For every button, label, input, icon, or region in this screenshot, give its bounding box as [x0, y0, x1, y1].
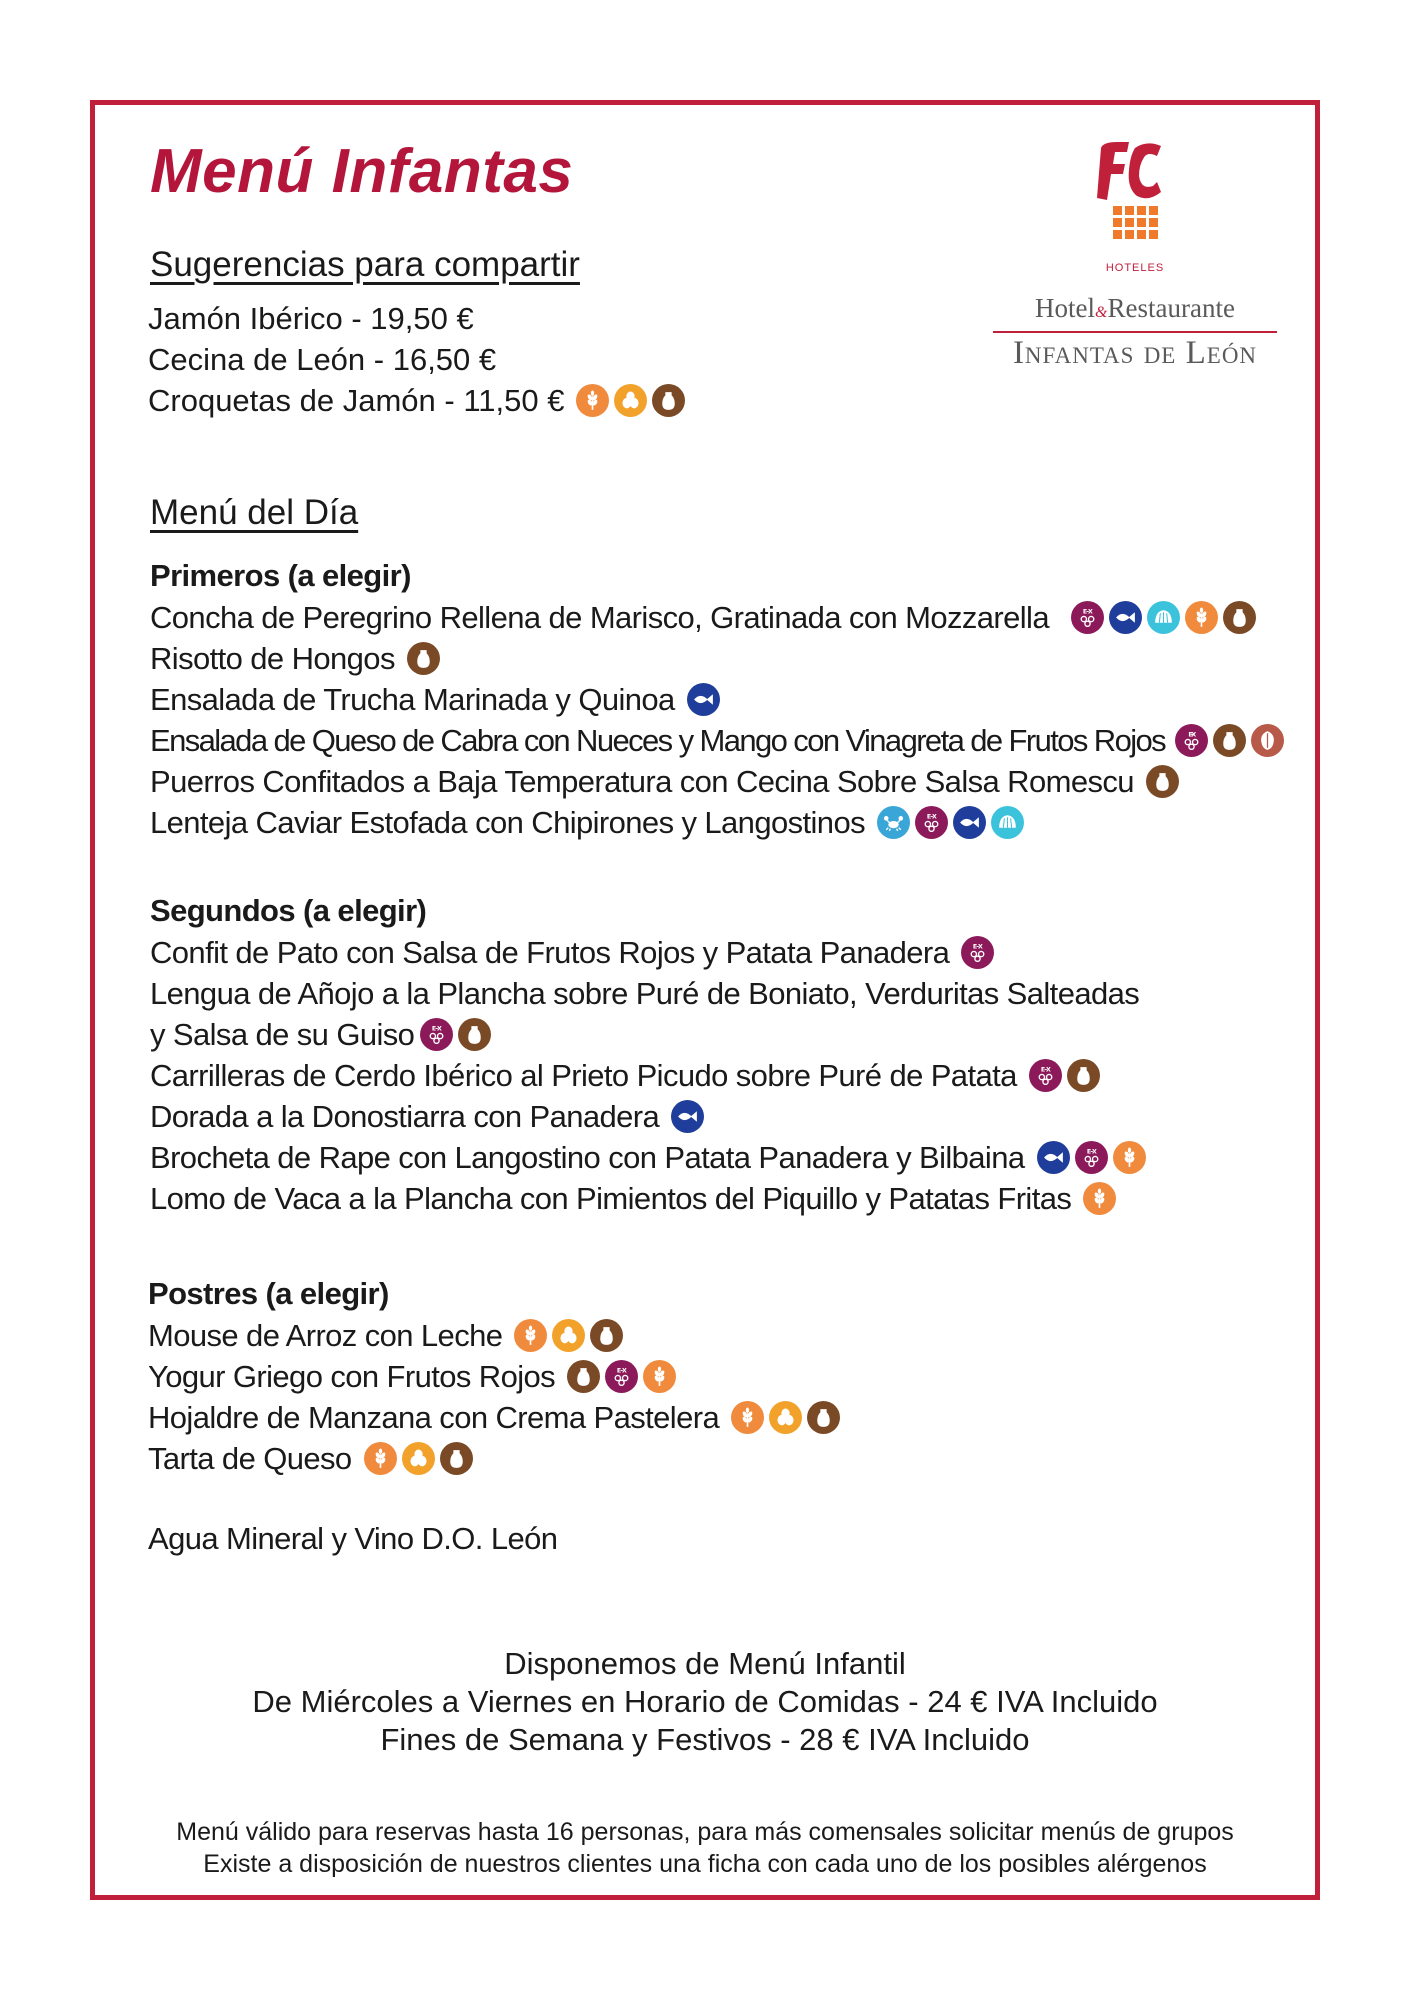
info-line-1: Disponemos de Menú Infantil — [504, 1646, 906, 1681]
milk-jug-icon — [1067, 1059, 1100, 1092]
svg-text:E-X: E-X — [1188, 731, 1195, 739]
list-item: Ensalada de Queso de Cabra con Nueces y Mango con Vinagreta de Frutos Rojos E-X — [150, 720, 1284, 761]
list-item: Yogur Griego con Frutos Rojos E-X — [148, 1356, 840, 1397]
list-item: Ensalada de Trucha Marinada y Quinoa — [150, 679, 1284, 720]
list-item: Confit de Pato con Salsa de Frutos Rojos y Patata Panadera E-X — [150, 932, 1146, 973]
list-item: Brocheta de Rape con Langostino con Patata Panadera y Bilbaina E-X — [150, 1137, 1146, 1178]
list-item: Mouse de Arroz con Leche — [148, 1315, 840, 1356]
wheat-icon — [576, 384, 609, 417]
list-item: Puerros Confitados a Baja Temperatura con Cecina Sobre Salsa Romescu — [150, 761, 1284, 802]
allergen-icons — [731, 1401, 840, 1434]
shell-icon — [1147, 601, 1180, 634]
list-item: Jamón Ibérico - 19,50 € — [148, 301, 474, 336]
sulphites-icon — [1029, 1059, 1062, 1092]
svg-text:E-X: E-X — [1086, 1148, 1096, 1156]
fish-icon — [953, 806, 986, 839]
allergen-icons — [1029, 1059, 1100, 1092]
milk-jug-icon — [590, 1319, 623, 1352]
footer-notes — [90, 1816, 1320, 1880]
fish-icon — [687, 683, 720, 716]
list-item: Croquetas de Jamón - 11,50 € — [148, 380, 685, 421]
svg-text:E-X: E-X — [926, 813, 937, 821]
egg-icon — [614, 384, 647, 417]
wheat-icon — [1113, 1141, 1146, 1174]
info-line-2: De Miércoles a Viernes en Horario de Comidas - 24 € IVA Incluido — [252, 1684, 1158, 1719]
fish-icon — [671, 1100, 704, 1133]
sulphites-icon — [1075, 1141, 1108, 1174]
allergen-icons — [1175, 724, 1284, 757]
segundos-heading: Segundos (a elegir) — [150, 893, 427, 928]
svg-text:E-X: E-X — [616, 1367, 627, 1375]
wheat-icon — [514, 1319, 547, 1352]
menu-title: Menú Infantas — [150, 137, 574, 206]
sulphites-icon — [961, 936, 994, 969]
list-item: Concha de Peregrino Rellena de Marisco, Gratinada con Mozzarella E-X — [150, 597, 1284, 638]
allergen-icons — [576, 384, 685, 417]
sulphites-icon — [1071, 601, 1104, 634]
postres-heading: Postres (a elegir) — [148, 1276, 389, 1311]
wheat-icon — [364, 1442, 397, 1475]
segundos-list — [150, 932, 1146, 1219]
footer-line-2: Existe a disposición de nuestros clientes una ficha con cada uno de los posibles alérgenos — [203, 1850, 1207, 1878]
list-item: Lengua de Añojo a la Plancha sobre Puré de Boniato, Verduritas Salteadas — [150, 976, 1140, 1011]
sulphites-icon — [605, 1360, 638, 1393]
svg-text:E-X: E-X — [973, 943, 983, 951]
wheat-icon — [1083, 1182, 1116, 1215]
nut-icon — [1251, 724, 1284, 757]
fc-logo-icon — [1095, 138, 1175, 258]
sulphites-icon — [915, 806, 948, 839]
info-line-3: Fines de Semana y Festivos - 28 € IVA Incluido — [380, 1722, 1030, 1757]
sharing-heading: Sugerencias para compartir — [150, 245, 580, 284]
footer-line-1: Menú válido para reservas hasta 16 personas, para más comensales solicitar menús de grupos — [176, 1818, 1234, 1846]
milk-jug-icon — [458, 1018, 491, 1051]
svg-text:E-X: E-X — [1082, 608, 1093, 616]
fish-icon — [1037, 1141, 1070, 1174]
svg-text:E-X: E-X — [1040, 1066, 1050, 1074]
sulphites-icon — [420, 1018, 453, 1051]
egg-icon — [769, 1401, 802, 1434]
milk-jug-icon — [440, 1442, 473, 1475]
milk-jug-icon — [1213, 724, 1246, 757]
allergen-icons — [1146, 765, 1179, 798]
allergen-icons — [961, 936, 994, 969]
sharing-list — [148, 298, 685, 421]
allergen-icons — [877, 806, 1024, 839]
logo-divider — [993, 331, 1277, 333]
wheat-icon — [731, 1401, 764, 1434]
logo-name-line1: Hotel&Restaurante — [1035, 293, 1235, 323]
allergen-icons — [364, 1442, 473, 1475]
primeros-heading: Primeros (a elegir) — [150, 558, 411, 593]
list-item: Carrilleras de Cerdo Ibérico al Prieto Picudo sobre Puré de Patata E-X — [150, 1055, 1146, 1096]
milk-jug-icon — [807, 1401, 840, 1434]
sulphites-icon — [1175, 724, 1208, 757]
hotel-logo — [985, 138, 1285, 378]
shell-icon — [991, 806, 1024, 839]
list-item: Tarta de Queso — [148, 1438, 840, 1479]
wheat-icon — [643, 1360, 676, 1393]
list-item: Lomo de Vaca a la Plancha con Pimientos del Piquillo y Patatas Fritas — [150, 1178, 1146, 1219]
milk-jug-icon — [1146, 765, 1179, 798]
milk-jug-icon — [567, 1360, 600, 1393]
allergen-icons — [1037, 1141, 1146, 1174]
crab-icon — [877, 806, 910, 839]
info-block — [90, 1645, 1320, 1759]
egg-icon — [552, 1319, 585, 1352]
wheat-icon — [1185, 601, 1218, 634]
logo-name-line2: Infantas de León — [1012, 335, 1258, 371]
allergen-icons — [1083, 1182, 1116, 1215]
daily-menu-heading: Menú del Día — [150, 493, 359, 532]
list-item: y Salsa de su Guiso E-X — [150, 1014, 1146, 1055]
list-item: Hojaldre de Manzana con Crema Pastelera — [148, 1397, 840, 1438]
drinks-note: Agua Mineral y Vino D.O. León — [148, 1521, 558, 1556]
logo-subtitle: HOTELES — [1105, 262, 1165, 274]
list-item: Lenteja Caviar Estofada con Chipirones y Langostinos E-X — [150, 802, 1284, 843]
allergen-icons — [514, 1319, 623, 1352]
milk-jug-icon — [652, 384, 685, 417]
allergen-icons — [407, 642, 440, 675]
list-item: Cecina de León - 16,50 € — [148, 342, 497, 377]
allergen-icons — [687, 683, 720, 716]
postres-list — [148, 1315, 840, 1479]
list-item: Risotto de Hongos — [150, 638, 1284, 679]
allergen-icons — [671, 1100, 704, 1133]
egg-icon — [402, 1442, 435, 1475]
list-item: Dorada a la Donostiarra con Panadera — [150, 1096, 1146, 1137]
fish-icon — [1109, 601, 1142, 634]
allergen-icons — [420, 1018, 491, 1051]
allergen-icons — [567, 1360, 676, 1393]
primeros-list — [150, 597, 1284, 843]
milk-jug-icon — [1223, 601, 1256, 634]
milk-jug-icon — [407, 642, 440, 675]
svg-text:E-X: E-X — [432, 1025, 442, 1033]
allergen-icons — [1071, 601, 1256, 634]
